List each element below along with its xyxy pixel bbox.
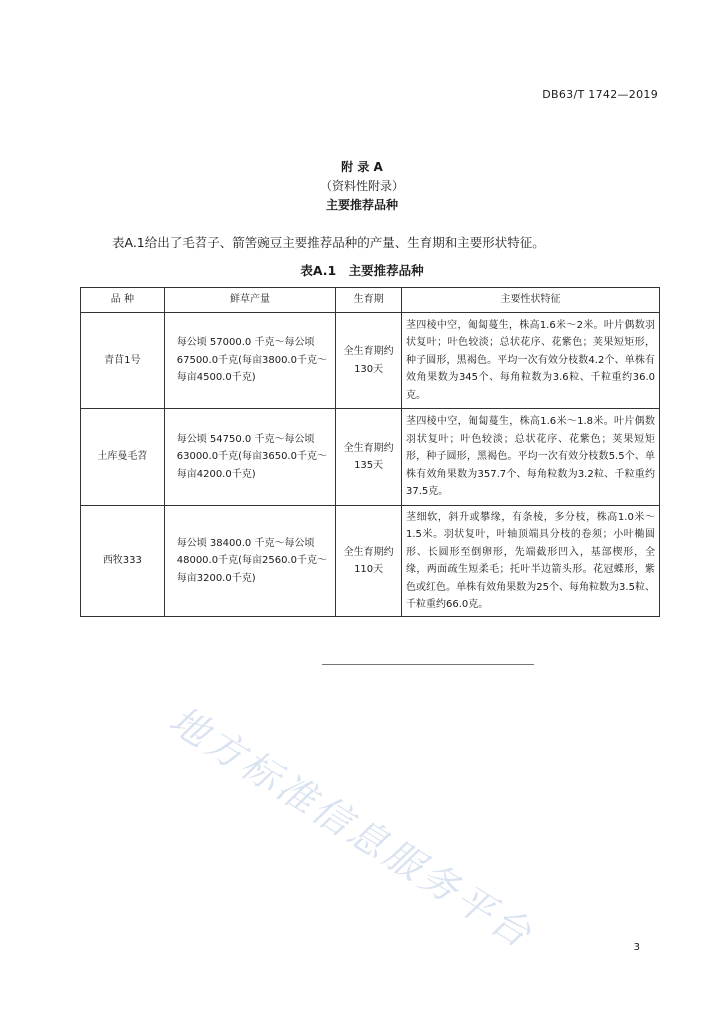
- variety-table: [80, 287, 660, 617]
- table-header-row: [81, 288, 660, 313]
- table-title: 表A.1 主要推荐品种: [300, 263, 424, 278]
- header-yield: 鲜草产量: [164, 288, 335, 313]
- appendix-section-heading: 主要推荐品种: [325, 198, 398, 212]
- yield-cell: 每公顷 54750.0 千克～每公顷63000.0千克(每亩3650.0千克～每亩4200.0千克): [164, 409, 335, 506]
- standard-number: DB63/T 1742—2019: [542, 88, 658, 101]
- header-period: 生育期: [336, 288, 402, 313]
- period-cell: 全生育期约130天: [336, 313, 402, 409]
- table-row: [81, 409, 660, 506]
- period-cell: 全生育期约110天: [336, 506, 402, 617]
- intro-paragraph: 表A.1给出了毛苕子、箭筈豌豆主要推荐品种的产量、生育期和主要形状特征。: [112, 235, 545, 250]
- traits-cell: 茎细软，斜升或攀缘，有条棱，多分枝，株高1.0米～1.5米。羽状复叶，叶轴顶端具分枝的卷须；小叶椭圆形、长圆形至倒卵形，先端截形凹入，基部楔形，全缘，两面疏生短柔毛；托叶半边箭头形。花冠蝶形，紫色或红色。单株有效角果数为25个、每角粒数为3.5粒、千粒重约66.0克。: [402, 506, 660, 617]
- appendix-title: 附 录 A: [341, 160, 383, 174]
- traits-cell: 茎四棱中空，匍匐蔓生，株高1.6米～1.8米。叶片偶数羽状复叶；叶色较淡；总状花序、花紫色；荚果短矩形，种子圆形，黑褐色。平均一次有效分枝数5.5个、单株有效角果数为357.7个、每角粒数为3.2粒、千粒重约37.5克。: [402, 409, 660, 506]
- appendix-subtitle: （资料性附录）: [319, 179, 404, 193]
- header-variety: 品 种: [81, 288, 165, 313]
- watermark: 地方标准信息服务平台: [161, 697, 542, 958]
- yield-cell: 每公顷 57000.0 千克～每公顷67500.0千克(每亩3800.0千克～每亩4500.0千克): [164, 313, 335, 409]
- period-cell: 全生育期约135天: [336, 409, 402, 506]
- header-traits: 主要性状特征: [402, 288, 660, 313]
- yield-cell: 每公顷 38400.0 千克～每公顷48000.0千克(每亩2560.0千克～每亩3200.0千克): [164, 506, 335, 617]
- end-rule: [322, 664, 534, 665]
- variety-cell: 青苜1号: [81, 313, 165, 409]
- variety-cell: 西牧333: [81, 506, 165, 617]
- variety-cell: 土库曼毛苕: [81, 409, 165, 506]
- appendix-heading: [0, 158, 724, 215]
- page-number: 3: [633, 942, 640, 953]
- traits-cell: 茎四棱中空，匍匐蔓生，株高1.6米～2米。叶片偶数羽状复叶；叶色较淡；总状花序、花紫色；荚果短矩形，种子圆形，黑褐色。平均一次有效分枝数4.2个、单株有效角果数为345个、每角粒数为3.6粒、千粒重约36.0克。: [402, 313, 660, 409]
- table-row: [81, 506, 660, 617]
- table-row: [81, 313, 660, 409]
